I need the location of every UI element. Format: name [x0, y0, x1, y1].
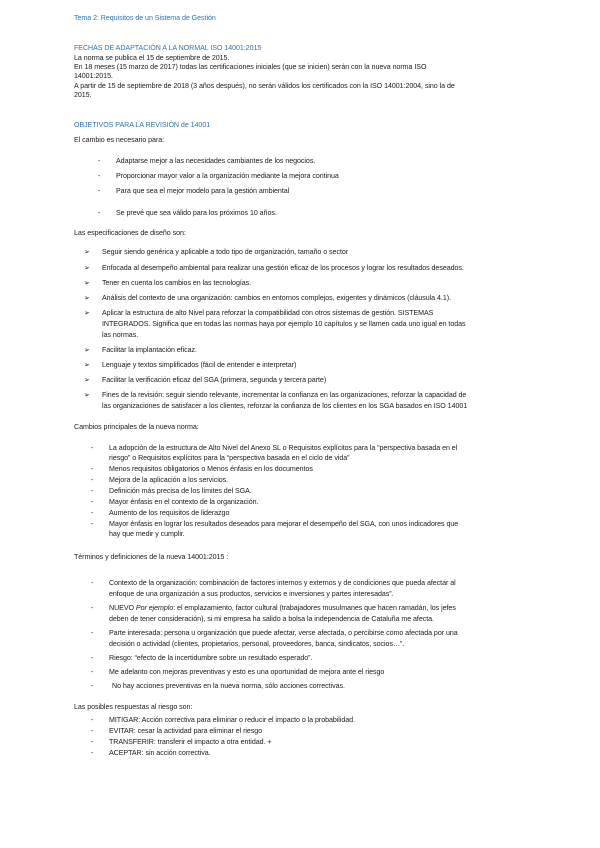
- dash-bullet: -: [98, 187, 101, 195]
- respuesta-item: EVITAR: cesar la actividad para eliminar el riesgo: [109, 727, 263, 735]
- termino-riesgo: Riesgo: “efecto de la incertidumbre sobre un resultado esperado”.: [109, 654, 313, 662]
- dash-bullet: -: [91, 520, 94, 528]
- respuesta-item: MITIGAR: Acción correctiva para eliminar o reducir el impacto o la probabilidad.: [109, 716, 355, 724]
- cambio-item-cont: riesgo” o Requisitos explícitos para la “perspectiva basada en el ciclo de vida”: [109, 454, 350, 462]
- dash-bullet: -: [91, 749, 94, 757]
- fechas-line: 14001:2015.: [74, 72, 113, 80]
- dash-bullet: -: [91, 487, 94, 495]
- arrow-bullet: ➢: [84, 264, 90, 272]
- objetivo-item: Adaptarse mejor a las necesidades cambiantes de los negocios.: [116, 157, 316, 165]
- termino-parte: Parte interesada: persona u organización que puede afectar, verse afectada, o percibirse como afectada por una: [109, 629, 458, 637]
- fechas-line: En 18 meses (15 marzo de 2017) todas las certificaciones iniciales (que se inicien) serán con la nueva norma ISO: [74, 63, 427, 71]
- respuesta-item: TRANSFERIR: transferir el impacto a otra entidad. +: [109, 738, 272, 746]
- termino-mejoras: Me adelanto con mejoras preventivas y esto es una oportunidad de mejora ante el riesgo: [109, 668, 385, 676]
- section-heading-fechas: FECHAS DE ADAPTACIÓN A LA NORMAL ISO 14001:2015: [74, 44, 262, 52]
- nuevo-emphasis: Por ejemplo: [135, 604, 174, 612]
- fechas-line: 2015.: [74, 91, 92, 99]
- dash-bullet: -: [91, 629, 94, 637]
- termino-nuevo: [109, 604, 456, 613]
- termino-parte-cont: decisión o actividad (clientes, propietarios, personal, proveedores, banca, sindicatos, socios…”.: [109, 640, 405, 648]
- especificacion-item-cont: las normas.: [102, 331, 139, 339]
- termino-contexto-cont: enfoque de una organización a sus productos, servicios e inversiones y partes interesadas”.: [109, 590, 394, 598]
- terminos-intro: Términos y definiciones de la nueva 14001:2015 :: [74, 553, 229, 561]
- arrow-bullet: ➢: [84, 248, 90, 256]
- arrow-bullet: ➢: [84, 309, 90, 317]
- especificacion-item: Seguir siendo genérica y aplicable a todo tipo de organización, tamaño o sector: [102, 248, 349, 256]
- cambios-intro: Cambios principales de la nueva norma:: [74, 423, 199, 431]
- dash-bullet: -: [91, 604, 94, 612]
- dash-bullet: -: [91, 509, 94, 517]
- arrow-bullet: ➢: [84, 294, 90, 302]
- fechas-line: A partir de 15 de septiembre de 2018 (3 años después), no serán válidos los certificados con la ISO 14001:2004, sino la de: [74, 82, 455, 90]
- arrow-bullet: ➢: [84, 391, 90, 399]
- especificacion-item: Fines de la revisión: seguir siendo relevante, incrementar la confianza en las organizaciones, reforzar la capacidad de: [102, 391, 467, 399]
- cambio-item: Mayor énfasis en lograr los resultados deseados para mejorar el desempeño del SGA, con unos indicadores que: [109, 520, 459, 528]
- dash-bullet: -: [91, 465, 94, 473]
- dash-bullet: -: [91, 682, 94, 690]
- dash-bullet: -: [98, 157, 101, 165]
- especificacion-item: Tener en cuenta los cambios en las tecnologías.: [102, 279, 252, 287]
- arrow-bullet: ➢: [84, 346, 90, 354]
- arrow-bullet: ➢: [84, 361, 90, 369]
- arrow-bullet: ➢: [84, 279, 90, 287]
- especificacion-item: Lenguaje y textos simplificados (fácil de entender e interpretar): [102, 361, 297, 369]
- termino-nuevo-cont: deben de tener consideración), si mi empresa ha salido a bolsa la independencia de Cataluña me afecta.: [109, 615, 434, 623]
- dash-bullet: -: [91, 668, 94, 676]
- dash-bullet: -: [91, 579, 94, 587]
- especificacion-item: Facilitar la verificación eficaz del SGA (primera, segunda y tercera parte): [102, 376, 327, 384]
- objetivo-item: Se prevé que sea válido para los próximos 10 años.: [116, 209, 277, 217]
- nuevo-label: NUEVO: [109, 604, 136, 612]
- objetivos-intro: El cambio es necesario para:: [74, 136, 165, 144]
- termino-no-preventivas: No hay acciones preventivas en la nueva norma, sólo acciones correctivas.: [112, 682, 345, 690]
- dash-bullet: -: [91, 716, 94, 724]
- dash-bullet: -: [91, 444, 94, 452]
- section-heading-objetivos: OBJETIVOS PARA LA REVISIÓN de 14001: [74, 121, 211, 129]
- cambio-item-cont: hay que medir y cumplir.: [109, 530, 185, 538]
- cambio-item: Mayor énfasis en el contexto de la organización.: [109, 498, 259, 506]
- nuevo-rest: : el emplazamiento, factor cultural (trabajadores musulmanes que hacen ramadán, los jefes: [173, 604, 456, 612]
- dash-bullet: -: [98, 209, 101, 217]
- especificacion-item: Enfocada al desempeño ambiental para realizar una gestión eficaz de los procesos y lograr los resultados deseados.: [102, 264, 464, 272]
- especificacion-item-cont: INTEGRADOS. Significa que en todas las normas haya por ejemplo 10 capítulos y se llamen cada uno igual en todas: [102, 320, 466, 328]
- fechas-line: La norma se publica el 15 de septiembre de 2015.: [74, 54, 230, 62]
- especificaciones-intro: Las especificaciones de diseño son:: [74, 229, 186, 237]
- page-header: Tema 2: Requisitos de un Sistema de Gestión: [74, 14, 216, 22]
- respuesta-item: ACEPTAR: sin acción correctiva.: [109, 749, 211, 757]
- cambio-item: Menos requisitos obligatorios o Menos énfasis en los documentos: [109, 465, 313, 473]
- cambio-item: Mejora de la aplicación a los servicios.: [109, 476, 229, 484]
- dash-bullet: -: [91, 498, 94, 506]
- dash-bullet: -: [91, 654, 94, 662]
- termino-contexto: Contexto de la organización: combinación de factores internos y externos y de condiciones que pueda afectar al: [109, 579, 456, 587]
- dash-bullet: -: [91, 738, 94, 746]
- cambio-item: Aumento de los requisitos de liderazgo: [109, 509, 230, 517]
- especificacion-item-cont: las organizaciones de satisfacer a los clientes, reforzar la confianza de los clientes en los SGA basados en ISO 14001: [102, 402, 468, 410]
- cambio-item: Definición más precisa de los límites del SGA.: [109, 487, 252, 495]
- respuestas-intro: Las posibles respuestas al riesgo son:: [74, 703, 193, 711]
- dash-bullet: -: [91, 727, 94, 735]
- cambio-item: La adopción de la estructura de Alto Nivel del Anexo SL o Requisitos explícitos para la “perspectiva basada en el: [109, 444, 458, 452]
- objetivo-item: Proporcionar mayor valor a la organización mediante la mejora continua: [116, 172, 339, 180]
- objetivo-item: Para que sea el mejor modelo para la gestión ambiental: [116, 187, 290, 195]
- especificacion-item: Análisis del contexto de una organización: cambios en entornos complejos, exigentes y dinámicos (cláusula 4.1).: [102, 294, 451, 302]
- especificacion-item: Aplicar la estructura de alto Nivel para reforzar la compatibilidad con otros sistemas de gestión. SISTEMAS: [102, 309, 434, 317]
- dash-bullet: -: [98, 172, 101, 180]
- arrow-bullet: ➢: [84, 376, 90, 384]
- especificacion-item: Facilitar la implantación eficaz.: [102, 346, 197, 354]
- dash-bullet: -: [91, 476, 94, 484]
